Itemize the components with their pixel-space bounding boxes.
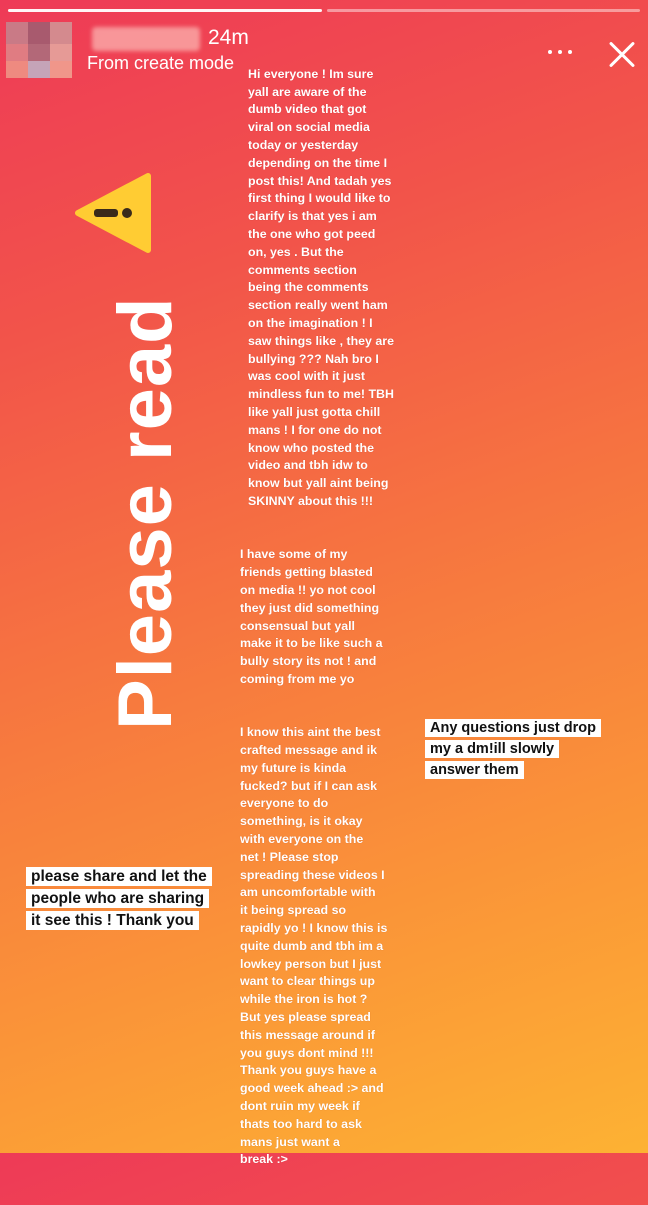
share-sticker [26, 866, 236, 932]
create-mode-label: From create mode [87, 53, 235, 73]
story-progress-bar [8, 9, 640, 12]
progress-segment-2 [327, 9, 641, 12]
share-sticker-line-2: people who are sharing [26, 889, 209, 908]
avatar[interactable] [6, 22, 72, 78]
more-options-icon[interactable] [546, 42, 574, 62]
headline-please-read: Please read [103, 296, 188, 730]
story-paragraph-2: I have some of my friends getting blasted on media !! yo not cool they just did something consensual but yall make it to be like such a bully story its not ! and coming from me yo [240, 547, 383, 686]
close-icon[interactable] [604, 36, 640, 72]
share-sticker-line-3: it see this ! Thank you [26, 911, 199, 930]
questions-sticker-line-2: my a dm!ill slowly [425, 740, 559, 758]
username-blurred[interactable] [92, 27, 200, 51]
story-paragraph-1: Hi everyone ! Im sure yall are aware of the dumb video that got viral on social media today or yesterday depending on the time I post this! And tadah yes first thing I would like to clarify is that yes i am the one who got peed on, yes . But the comments section being the comments section really went ham on the imagination ! I saw things like , they are bullying ??? Nah bro I was cool with it just mindless fun to me! TBH like yall just gotta chill mans ! I for one do not know who posted the video and tbh idw to know but yall aint being SKINNY about this !!! [248, 66, 394, 508]
questions-sticker [425, 718, 625, 781]
progress-segment-1 [8, 9, 322, 12]
questions-sticker-line-1: Any questions just drop [425, 719, 601, 737]
warning-emoji-icon [72, 170, 152, 256]
share-sticker-line-1: please share and let the [26, 867, 212, 886]
story-paragraph-3: I know this aint the best crafted message and ik my future is kinda fucked? but if I can ask everyone to do something, is it okay with everyone on the net ! Please stop spreading these videos I am uncomfortable with it being spread so rapidly yo ! I know this is quite dumb and tbh im a lowkey person but I just want to clear things up while the iron is hot ? But yes please spread this message around if you guys dont mind !!! Thank you guys have a good week ahead :> and dont ruin my week if thats too hard to ask mans just want a break :> [240, 725, 388, 1167]
questions-sticker-line-3: answer them [425, 761, 524, 779]
post-time: 24m [208, 26, 249, 49]
story-message [240, 48, 415, 1205]
